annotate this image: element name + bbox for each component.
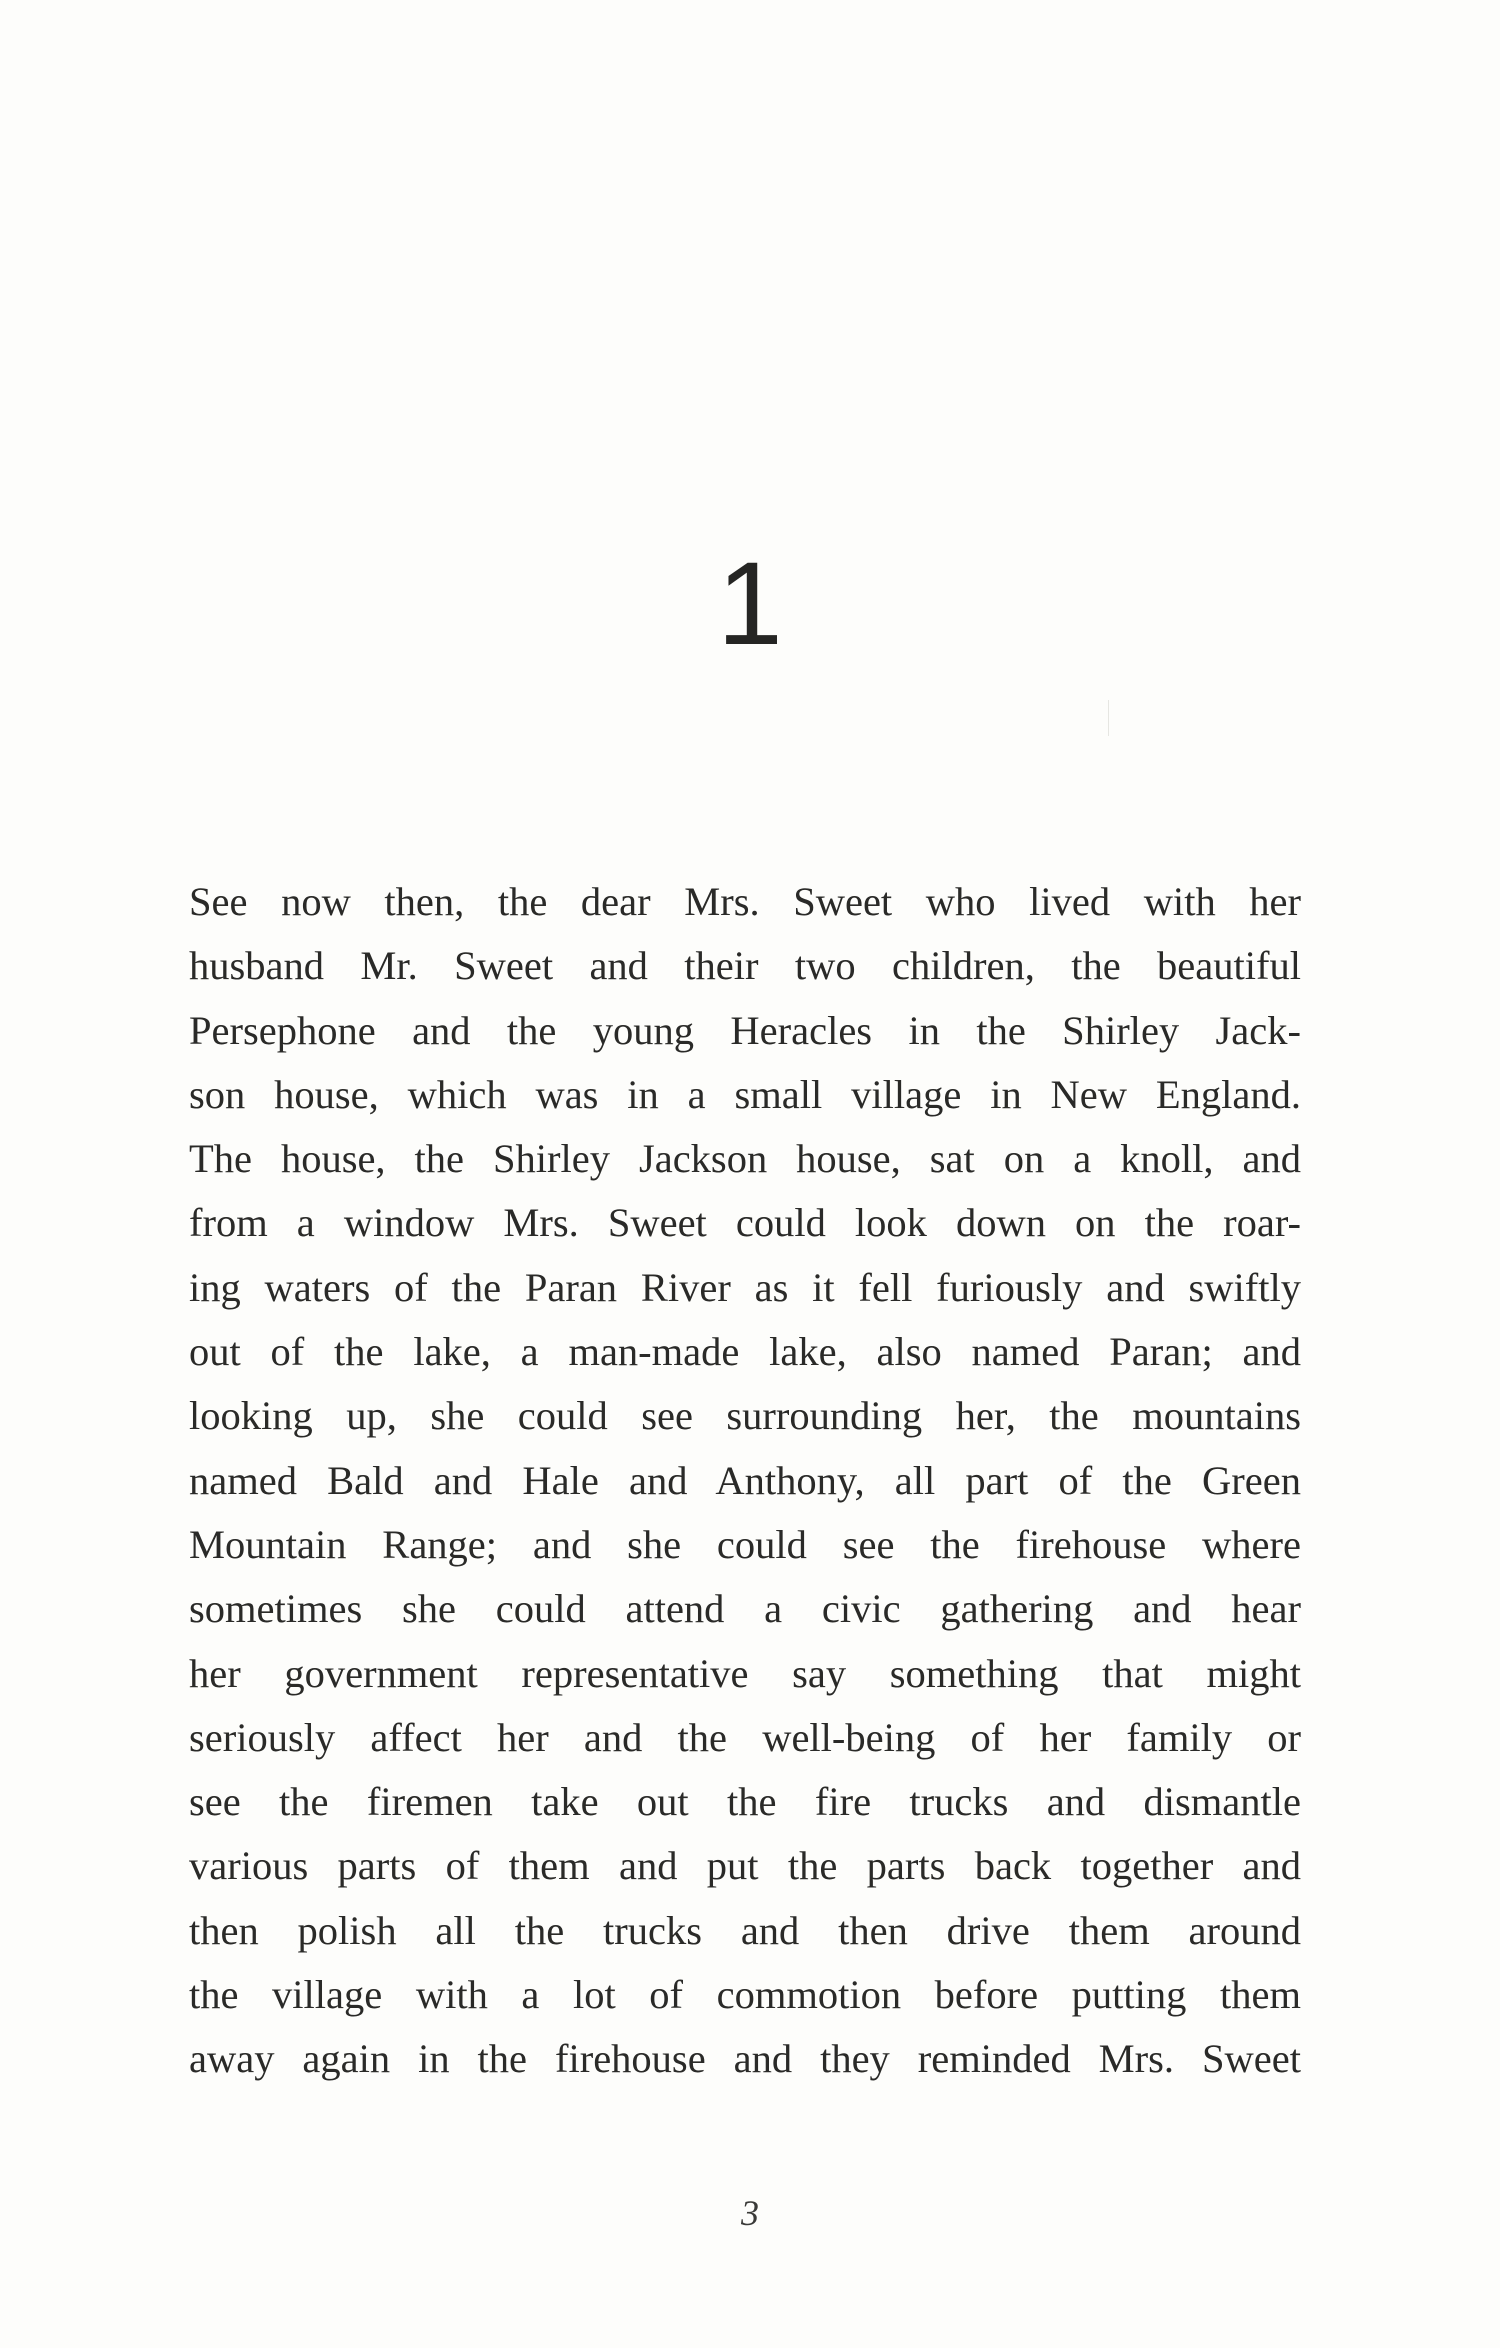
text-line: her government representative say something that might (189, 1650, 1301, 1696)
text-line: ing waters of the Paran River as it fell furiously and swiftly (189, 1264, 1301, 1310)
text-line: looking up, she could see surrounding her, the mountains (189, 1393, 1301, 1439)
text-line: named Bald and Hale and Anthony, all part of the Green (189, 1457, 1301, 1503)
text-line: see the firemen take out the fire trucks and dismantle (189, 1779, 1301, 1825)
text-line: seriously affect her and the well-being of her family or (189, 1714, 1301, 1760)
text-line: son house, which was in a small village in New England. (189, 1071, 1301, 1117)
text-line: sometimes she could attend a civic gathering and hear (189, 1586, 1301, 1632)
chapter-number: 1 (717, 538, 783, 670)
text-line: the village with a lot of commotion before putting them (189, 1972, 1301, 2018)
text-line: then polish all the trucks and then drive them around (189, 1907, 1301, 1953)
text-line: away again in the firehouse and they reminded Mrs. Sweet (189, 2036, 1301, 2082)
text-line: Persephone and the young Heracles in the Shirley Jack- (189, 1007, 1301, 1053)
text-line: See now then, the dear Mrs. Sweet who lived with her (189, 879, 1301, 924)
text-line: out of the lake, a man-made lake, also named Paran; and (189, 1329, 1301, 1375)
text-line: The house, the Shirley Jackson house, sat on a knoll, and (189, 1136, 1301, 1182)
margin-mark (1108, 700, 1109, 736)
text-line: from a window Mrs. Sweet could look down on the roar- (189, 1200, 1301, 1246)
text-line: husband Mr. Sweet and their two children, the beautiful (189, 943, 1301, 989)
text-line: various parts of them and put the parts back together and (189, 1843, 1301, 1889)
page-number: 3 (741, 2193, 759, 2233)
text-line: Mountain Range; and she could see the firehouse where (189, 1521, 1301, 1567)
body-text (189, 870, 1301, 2092)
